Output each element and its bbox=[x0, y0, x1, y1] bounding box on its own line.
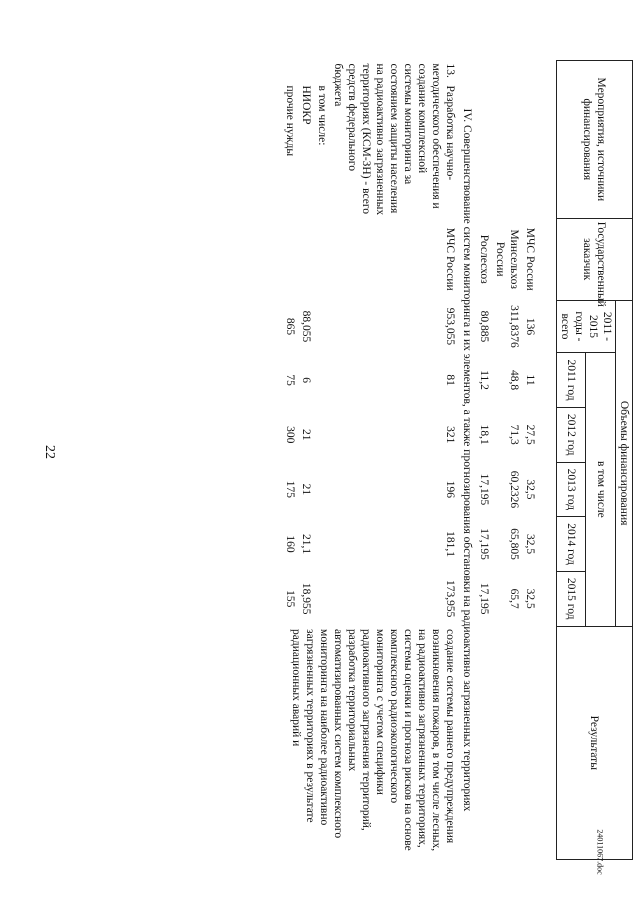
year-cell: 17,195 bbox=[478, 582, 490, 615]
customer-cell: МЧС России bbox=[444, 227, 456, 291]
header-results: Результаты bbox=[557, 626, 633, 859]
year-cell: 17,195 bbox=[478, 528, 490, 560]
year-cell: 48,8 bbox=[508, 370, 520, 391]
table-row bbox=[492, 61, 522, 860]
funding-table-area bbox=[88, 60, 633, 860]
year-cell: 17,195 bbox=[478, 473, 490, 506]
year-cell: 181,1 bbox=[444, 531, 456, 557]
year-cell: 21 bbox=[300, 428, 312, 441]
year-cell: 11,2 bbox=[478, 370, 490, 390]
year-cell: 75 bbox=[284, 374, 296, 386]
year-cell: 21,1 bbox=[300, 533, 312, 555]
sub-row-label: НИОКР bbox=[300, 85, 312, 125]
year-cell: 160 bbox=[284, 535, 296, 553]
header-funding: Объемы финансирования bbox=[616, 300, 633, 626]
table-row bbox=[330, 61, 458, 860]
header-year-2015: 2015 год bbox=[557, 571, 587, 626]
year-cell: 18,1 bbox=[478, 424, 490, 445]
year-cell: 175 bbox=[284, 480, 296, 498]
year-cell: 196 bbox=[444, 480, 456, 498]
year-cell: 60,2326 bbox=[508, 470, 520, 509]
section-row bbox=[458, 61, 476, 860]
year-cell: 18,955 bbox=[300, 582, 312, 615]
table-row bbox=[476, 61, 492, 860]
year-cell: 65,805 bbox=[508, 528, 520, 560]
year-cell: 155 bbox=[284, 590, 296, 608]
header-year-2014: 2014 год bbox=[557, 517, 587, 572]
year-cell: 21 bbox=[300, 483, 312, 496]
year-cell: 300 bbox=[284, 426, 296, 444]
header-total: 2011 - 2015 годы - всего bbox=[557, 300, 616, 353]
header-in-which: в том числе bbox=[586, 353, 616, 626]
year-cell: 173,955 bbox=[444, 580, 456, 618]
total-cell: 865 bbox=[284, 317, 296, 336]
total-cell: 136 bbox=[524, 317, 536, 336]
total-cell: 88,055 bbox=[300, 310, 312, 343]
rotated-page bbox=[88, 60, 633, 860]
total-cell: 311,8376 bbox=[508, 305, 520, 348]
header-customer: Государственный заказчик bbox=[557, 218, 633, 300]
item-title: Разработка научно-методического обеспечения и создание комплексной системы мониторинга за состоянием защиты населения на радиоактивно загрязненных территориях (КСМ-ЗН) - всего средств федерального бюджета bbox=[332, 63, 456, 216]
customer-cell: МЧС России bbox=[524, 227, 536, 291]
year-cell: 32,5 bbox=[524, 479, 536, 500]
year-cell: 81 bbox=[444, 374, 456, 386]
year-cell: 11 bbox=[524, 374, 536, 386]
funding-table bbox=[282, 60, 633, 860]
header-year-2011: 2011 год bbox=[557, 353, 587, 408]
year-cell: 321 bbox=[444, 426, 456, 444]
page-number: 22 bbox=[42, 445, 57, 459]
year-cell: 6 bbox=[300, 377, 312, 383]
activity-cell bbox=[330, 61, 458, 219]
year-cell: 32,5 bbox=[524, 533, 536, 555]
section-title: IV. Совершенствование систем мониторинга и их элементов, а также прогнозирования обстановки на радиоактивно загрязненных территориях bbox=[461, 108, 473, 812]
header-activities: Мероприятия, источники финансирования bbox=[557, 61, 633, 219]
header-year-2013: 2013 год bbox=[557, 462, 587, 517]
year-cell: 71,3 bbox=[508, 424, 520, 445]
customer-cell: Минсельхоз России bbox=[494, 229, 520, 289]
year-cell: 32,5 bbox=[524, 588, 536, 609]
total-cell: 80,885 bbox=[478, 310, 490, 343]
table-row bbox=[522, 61, 538, 860]
customer-cell: Рослесхоз bbox=[478, 234, 490, 284]
header-year-2012: 2012 год bbox=[557, 407, 587, 462]
document-id: 24011067.doc bbox=[595, 829, 605, 875]
item-number: 13. bbox=[444, 63, 456, 78]
total-cell: 953,055 bbox=[444, 307, 456, 346]
year-cell: 27,5 bbox=[524, 424, 536, 445]
in-which-label: в том числе: bbox=[316, 85, 328, 146]
sub-row-label: прочие нужды bbox=[284, 85, 296, 157]
result-cell: создание системы раннего предупреждения возникновения пожаров, в том числе лесных, на радиоактивно загрязненных территориях, системы оценки и прогноза рисков на основе комплексного радиоэкологического мониторинга с учетом специфики радиоактивного загрязнения территорий, разработка территориальных автоматизированных систем комплексного мониторинга на наиболее радиоактивно загрязненных территориях в результате радиационных аварий и bbox=[290, 629, 456, 852]
year-cell: 65,7 bbox=[508, 588, 520, 609]
